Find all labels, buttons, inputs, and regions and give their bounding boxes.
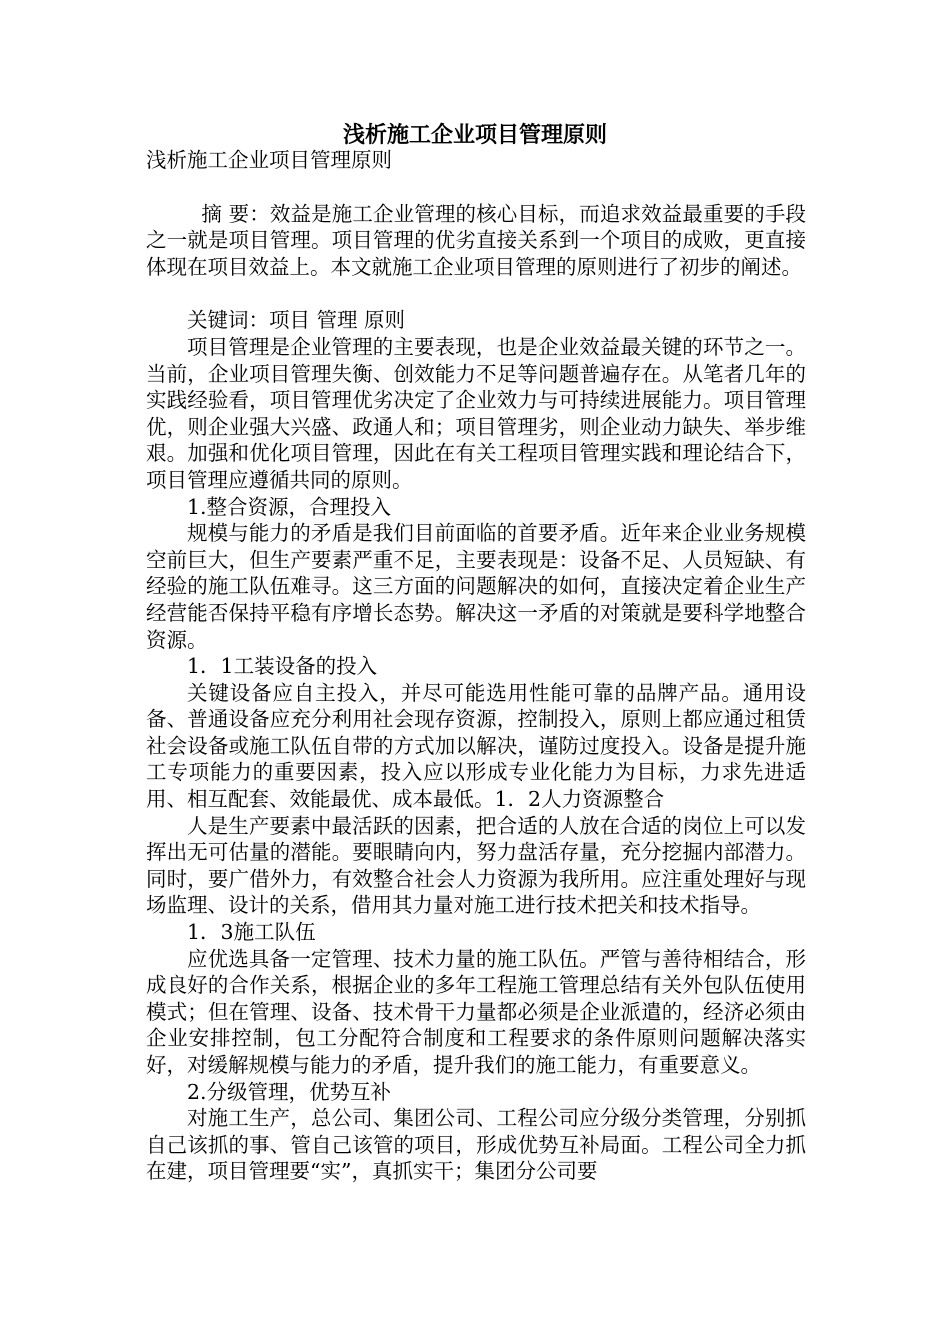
section-1-2-paragraph: 人是生产要素中最活跃的因素，把合适的人放在合适的岗位上可以发挥出无可估量的潜能。要眼睛向内，努力盘活存量，充分挖掘内部潜力。同时，要广借外力，有效整合社会人力资源为我所用。应注重处理好与现场监理、设计的关系，借用其力量对施工进行技术把关和技术指导。 <box>146 813 806 918</box>
section-2-paragraph: 对施工生产，总公司、集团公司、工程公司应分级分类管理，分别抓自己该抓的事、管自己该管的项目，形成优势互补局面。工程公司全力抓在建，项目管理要“实”，真抓实干；集团分公司要 <box>146 1106 806 1184</box>
document-subtitle: 浅析施工企业项目管理原则 <box>146 148 392 172</box>
document-body <box>146 147 806 1185</box>
section-1-1-paragraph: 关键设备应自主投入，并尽可能选用性能可靠的品牌产品。通用设备、普通设备应充分利用社会现存资源，控制投入，原则上都应通过租赁社会设备或施工队伍自带的方式加以解决，谨防过度投入。设备是提升施工专项能力的重要因素，投入应以形成专业化能力为目标，力求先进适用、相互配套、效能最优、成本最低。1．2人力资源整合 <box>146 680 806 812</box>
section-1-1-heading: 1．1工装设备的投入 <box>187 654 378 679</box>
intro-paragraph: 项目管理是企业管理的主要表现，也是企业效益最关键的环节之一。当前，企业项目管理失衡、创效能力不足等问题普遍存在。从笔者几年的实践经验看，项目管理优劣决定了企业效力与可持续进展能力。项目管理优，则企业强大兴盛、政通人和；项目管理劣，则企业动力缺失、举步维艰。加强和优化项目管理，因此在有关工程项目管理实践和理论结合下，项目管理应遵循共同的原则。 <box>146 334 806 492</box>
blank-line <box>146 174 806 201</box>
abstract-paragraph: 摘 要：效益是施工企业管理的核心目标，而追求效益最重要的手段之一就是项目管理。项目管理的优劣直接关系到一个项目的成败，更直接体现在项目效益上。本文就施工企业项目管理的原则进行了初步的阐述。 <box>146 201 806 279</box>
section-1-paragraph: 规模与能力的矛盾是我们目前面临的首要矛盾。近年来企业业务规模空前巨大，但生产要素严重不足，主要表现是：设备不足、人员短缺、有经验的施工队伍难寻。这三方面的问题解决的如何，直接决定着企业生产经营能否保持平稳有序增长态势。解决这一矛盾的对策就是要科学地整合资源。 <box>146 521 806 652</box>
document-title: 浅析施工企业项目管理原则 <box>342 123 607 148</box>
section-1-3-heading: 1．3施工队伍 <box>187 920 316 945</box>
blank-line <box>146 280 806 307</box>
keywords-line: 关键词：项目 管理 原则 <box>187 308 406 333</box>
section-1-heading: 1.整合资源，合理投入 <box>187 494 392 519</box>
section-1-3-paragraph: 应优选具备一定管理、技术力量的施工队伍。严管与善待相结合，形成良好的合作关系，根据企业的多年工程施工管理总结有关外包队伍使用模式；但在管理、设备、技术骨干力量都必须是企业派遣的，经济必须由企业安排控制，包工分配符合制度和工程要求的条件原则问题解决落实好，对缓解规模与能力的矛盾，提升我们的施工能力，有重要意义。 <box>146 946 806 1077</box>
section-2-heading: 2.分级管理，优势互补 <box>187 1079 392 1104</box>
